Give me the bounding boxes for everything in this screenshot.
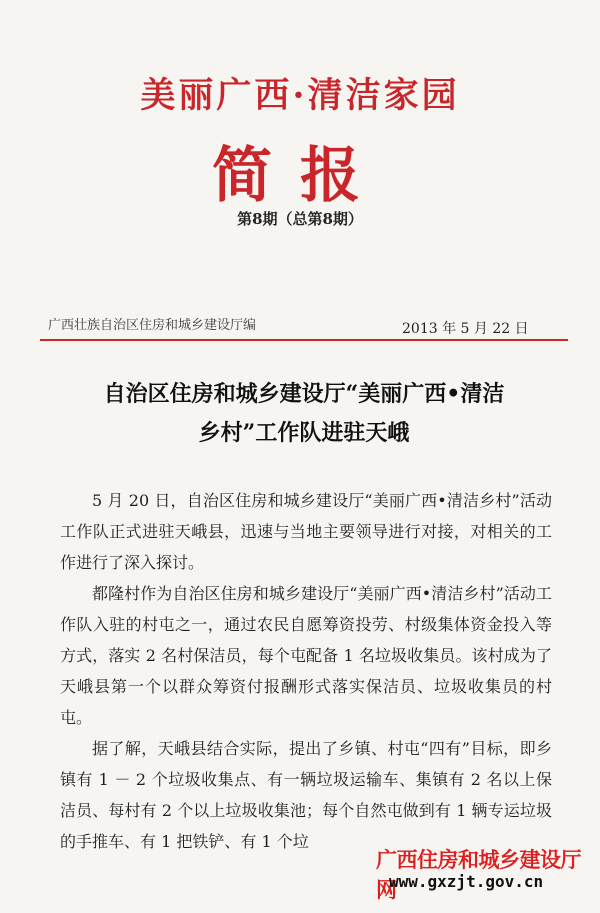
- headline-line-2: 乡村”工作队进驻天峨: [198, 420, 410, 446]
- article-body: [60, 485, 552, 857]
- watermark-site-name: 广西住房和城乡建设厅网: [376, 848, 581, 902]
- headline-line-1: 自治区住房和城乡建设厅“美丽广西•清洁: [103, 381, 505, 407]
- paragraph-2: 都隆村作为自治区住房和城乡建设厅“美丽广西•清洁乡村”活动工作队入驻的村屯之一，通过农民自愿筹资投劳、村级集体资金投入等方式，落实 2 名村保洁员，每个屯配备 1 名垃圾收集员。该村成为了天峨县第一个以群众筹资付报酬形式落实保洁员、垃圾收集员的村屯。: [60, 584, 552, 727]
- watermark-url: www.gxzjt.gov.cn: [389, 872, 544, 891]
- paragraph-1: 5 月 20 日，自治区住房和城乡建设厅“美丽广西•清洁乡村”活动工作队正式进驻天峨县，迅速与当地主要领导进行对接，对相关的工作进行了深入探讨。: [60, 491, 552, 572]
- red-divider: [40, 339, 568, 341]
- article-headline: [40, 375, 568, 453]
- masthead-title: 美丽广西·清洁家园: [140, 75, 460, 116]
- bulletin-title: 简报: [212, 141, 388, 211]
- issue-number: 第8期（总第8期）: [237, 210, 363, 228]
- editor-line: 广西壮族自治区住房和城乡建设厅编: [48, 318, 257, 333]
- paragraph-3: 据了解，天峨县结合实际，提出了乡镇、村屯“四有”目标，即乡镇有 1 － 2 个垃圾收集点、有一辆垃圾运输车、集镇有 2 名以上保洁员、每村有 2 个以上垃圾收集池；每个自然屯做到有 1 辆专运垃圾的手推车、有 1 把铁铲、有 1 个垃: [60, 739, 552, 851]
- publish-date: 2013 年 5 月 22 日: [402, 321, 529, 337]
